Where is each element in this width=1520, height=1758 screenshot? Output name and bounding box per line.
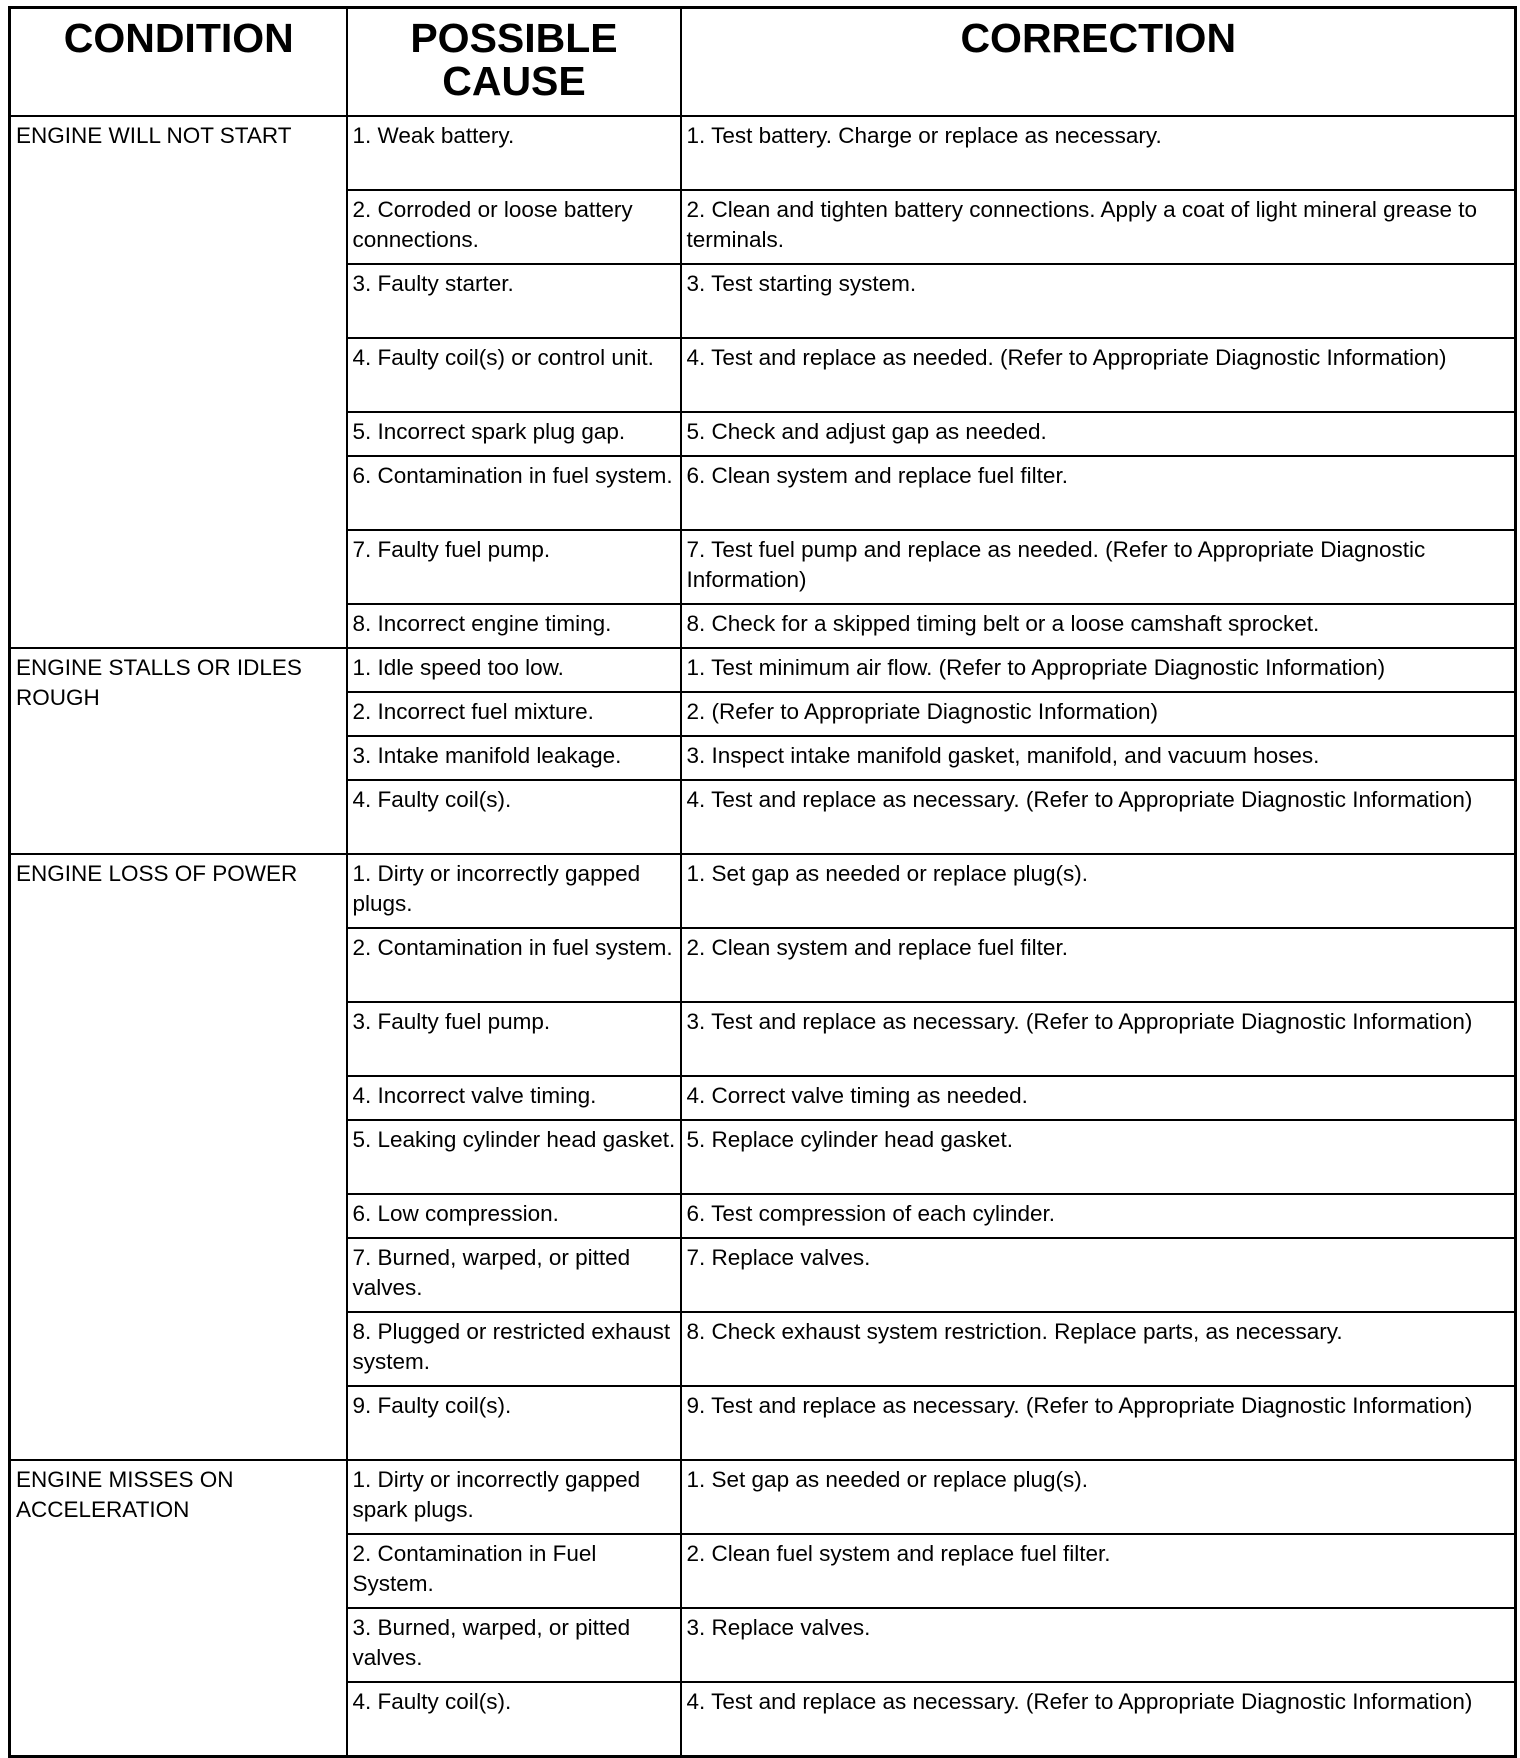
correction-cell: 8. Check for a skipped timing belt or a loose camshaft sprocket. xyxy=(681,604,1516,648)
correction-cell: 6. Clean system and replace fuel filter. xyxy=(681,456,1516,530)
possible-cause-cell: 1. Dirty or incorrectly gapped spark plugs. xyxy=(347,1460,681,1534)
possible-cause-cell: 3. Burned, warped, or pitted valves. xyxy=(347,1608,681,1682)
possible-cause-cell: 1. Weak battery. xyxy=(347,116,681,190)
possible-cause-cell: 8. Incorrect engine timing. xyxy=(347,604,681,648)
table-row xyxy=(10,1460,1516,1534)
possible-cause-cell: 5. Leaking cylinder head gasket. xyxy=(347,1120,681,1194)
possible-cause-cell: 3. Intake manifold leakage. xyxy=(347,736,681,780)
header-row xyxy=(10,8,1516,117)
correction-cell: 2. Clean system and replace fuel filter. xyxy=(681,928,1516,1002)
possible-cause-cell: 2. Corroded or loose battery connections. xyxy=(347,190,681,264)
condition-cell: ENGINE LOSS OF POWER xyxy=(10,854,347,1460)
possible-cause-cell: 4. Faulty coil(s) or control unit. xyxy=(347,338,681,412)
possible-cause-cell: 2. Incorrect fuel mixture. xyxy=(347,692,681,736)
table-row xyxy=(10,648,1516,692)
possible-cause-cell: 4. Incorrect valve timing. xyxy=(347,1076,681,1120)
correction-cell: 3. Test starting system. xyxy=(681,264,1516,338)
correction-cell: 1. Set gap as needed or replace plug(s). xyxy=(681,854,1516,928)
correction-cell: 1. Test minimum air flow. (Refer to Appropriate Diagnostic Information) xyxy=(681,648,1516,692)
correction-cell: 4. Test and replace as necessary. (Refer to Appropriate Diagnostic Information) xyxy=(681,1682,1516,1757)
condition-cell: ENGINE MISSES ON ACCELERATION xyxy=(10,1460,347,1757)
correction-cell: 1. Set gap as needed or replace plug(s). xyxy=(681,1460,1516,1534)
condition-cell: ENGINE STALLS OR IDLES ROUGH xyxy=(10,648,347,854)
correction-cell: 2. (Refer to Appropriate Diagnostic Information) xyxy=(681,692,1516,736)
correction-cell: 8. Check exhaust system restriction. Replace parts, as necessary. xyxy=(681,1312,1516,1386)
correction-cell: 3. Replace valves. xyxy=(681,1608,1516,1682)
table-row xyxy=(10,116,1516,190)
correction-cell: 7. Test fuel pump and replace as needed. (Refer to Appropriate Diagnostic Information) xyxy=(681,530,1516,604)
possible-cause-cell: 1. Idle speed too low. xyxy=(347,648,681,692)
correction-cell: 9. Test and replace as necessary. (Refer to Appropriate Diagnostic Information) xyxy=(681,1386,1516,1460)
correction-cell: 4. Test and replace as necessary. (Refer to Appropriate Diagnostic Information) xyxy=(681,780,1516,854)
diagnosis-table xyxy=(8,6,1517,1758)
correction-cell: 2. Clean and tighten battery connections. Apply a coat of light mineral grease to terminals. xyxy=(681,190,1516,264)
correction-cell: 5. Replace cylinder head gasket. xyxy=(681,1120,1516,1194)
correction-cell: 1. Test battery. Charge or replace as necessary. xyxy=(681,116,1516,190)
possible-cause-cell: 9. Faulty coil(s). xyxy=(347,1386,681,1460)
header-possible-cause: POSSIBLE CAUSE xyxy=(347,8,681,117)
correction-cell: 2. Clean fuel system and replace fuel filter. xyxy=(681,1534,1516,1608)
correction-cell: 3. Inspect intake manifold gasket, manifold, and vacuum hoses. xyxy=(681,736,1516,780)
header-correction: CORRECTION xyxy=(681,8,1516,117)
possible-cause-cell: 5. Incorrect spark plug gap. xyxy=(347,412,681,456)
possible-cause-cell: 3. Faulty fuel pump. xyxy=(347,1002,681,1076)
possible-cause-cell: 7. Faulty fuel pump. xyxy=(347,530,681,604)
possible-cause-cell: 6. Low compression. xyxy=(347,1194,681,1238)
correction-cell: 3. Test and replace as necessary. (Refer to Appropriate Diagnostic Information) xyxy=(681,1002,1516,1076)
possible-cause-cell: 3. Faulty starter. xyxy=(347,264,681,338)
possible-cause-cell: 2. Contamination in fuel system. xyxy=(347,928,681,1002)
possible-cause-cell: 1. Dirty or incorrectly gapped plugs. xyxy=(347,854,681,928)
correction-cell: 5. Check and adjust gap as needed. xyxy=(681,412,1516,456)
possible-cause-cell: 4. Faulty coil(s). xyxy=(347,1682,681,1757)
possible-cause-cell: 7. Burned, warped, or pitted valves. xyxy=(347,1238,681,1312)
possible-cause-cell: 6. Contamination in fuel system. xyxy=(347,456,681,530)
correction-cell: 4. Correct valve timing as needed. xyxy=(681,1076,1516,1120)
correction-cell: 6. Test compression of each cylinder. xyxy=(681,1194,1516,1238)
correction-cell: 4. Test and replace as needed. (Refer to Appropriate Diagnostic Information) xyxy=(681,338,1516,412)
table-row xyxy=(10,854,1516,928)
correction-cell: 7. Replace valves. xyxy=(681,1238,1516,1312)
possible-cause-cell: 4. Faulty coil(s). xyxy=(347,780,681,854)
possible-cause-cell: 2. Contamination in Fuel System. xyxy=(347,1534,681,1608)
possible-cause-cell: 8. Plugged or restricted exhaust system. xyxy=(347,1312,681,1386)
header-condition: CONDITION xyxy=(10,8,347,117)
condition-cell: ENGINE WILL NOT START xyxy=(10,116,347,648)
